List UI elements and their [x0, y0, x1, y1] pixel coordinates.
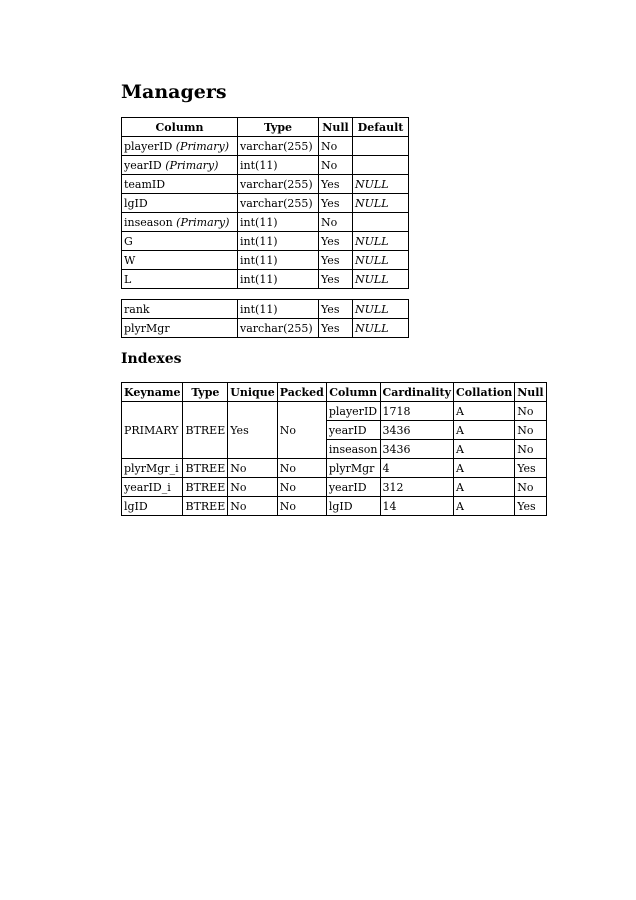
- column-name-cell: [122, 270, 238, 289]
- index-unique-cell: No: [228, 497, 277, 516]
- header-packed: Packed: [277, 383, 326, 402]
- column-name: inseason: [124, 215, 173, 229]
- column-null-cell: No: [319, 213, 353, 232]
- table-row: [122, 402, 547, 421]
- column-name: playerID: [124, 139, 173, 153]
- header-column: Column: [122, 118, 238, 137]
- column-default-cell: [353, 213, 409, 232]
- index-collation-cell: A: [454, 402, 515, 421]
- column-null-cell: Yes: [319, 319, 353, 338]
- index-null-cell: Yes: [515, 497, 546, 516]
- index-keyname-cell: yearID_i: [122, 478, 183, 497]
- table-row: [122, 175, 409, 194]
- column-name: W: [124, 253, 136, 267]
- column-null-cell: No: [319, 137, 353, 156]
- column-null-cell: Yes: [319, 251, 353, 270]
- column-name-cell: [122, 213, 238, 232]
- column-default-cell: NULL: [353, 251, 409, 270]
- index-collation-cell: A: [454, 421, 515, 440]
- column-default-cell: NULL: [353, 319, 409, 338]
- table-row: [122, 300, 409, 319]
- column-default-cell: NULL: [353, 270, 409, 289]
- index-unique-cell: No: [228, 459, 277, 478]
- column-null-cell: Yes: [319, 300, 353, 319]
- column-default-cell: [353, 156, 409, 175]
- column-name: lgID: [124, 196, 148, 210]
- column-name: rank: [124, 302, 150, 316]
- index-collation-cell: A: [454, 478, 515, 497]
- index-cardinality-cell: 3436: [380, 440, 454, 459]
- column-name: yearID: [124, 158, 162, 172]
- index-packed-cell: No: [277, 497, 326, 516]
- index-type-cell: BTREE: [183, 402, 228, 459]
- index-collation-cell: A: [454, 497, 515, 516]
- index-null-cell: No: [515, 478, 546, 497]
- column-default-cell: NULL: [353, 232, 409, 251]
- column-type-cell: int(11): [238, 156, 319, 175]
- column-type-cell: varchar(255): [238, 137, 319, 156]
- primary-key-tag: (Primary): [165, 158, 219, 172]
- table-row: [122, 213, 409, 232]
- index-type-cell: BTREE: [183, 478, 228, 497]
- column-name: plyrMgr: [124, 321, 170, 335]
- index-column-cell: yearID: [326, 421, 380, 440]
- column-null-cell: Yes: [319, 270, 353, 289]
- index-type-cell: BTREE: [183, 497, 228, 516]
- table-row: [122, 478, 547, 497]
- indexes-header-row: [122, 383, 547, 402]
- index-cardinality-cell: 3436: [380, 421, 454, 440]
- index-cardinality-cell: 14: [380, 497, 454, 516]
- header-keyname: Keyname: [122, 383, 183, 402]
- index-column-cell: plyrMgr: [326, 459, 380, 478]
- columns-table: [121, 117, 409, 289]
- index-column-cell: yearID: [326, 478, 380, 497]
- table-row: [122, 137, 409, 156]
- primary-key-tag: (Primary): [176, 215, 230, 229]
- index-unique-cell: No: [228, 478, 277, 497]
- index-keyname-cell: plyrMgr_i: [122, 459, 183, 478]
- column-default-cell: [353, 137, 409, 156]
- column-default-cell: NULL: [353, 175, 409, 194]
- index-null-cell: No: [515, 440, 546, 459]
- column-type-cell: int(11): [238, 270, 319, 289]
- table-row: [122, 459, 547, 478]
- column-default-cell: NULL: [353, 300, 409, 319]
- indexes-table: [121, 382, 547, 516]
- table-row: [122, 232, 409, 251]
- table-row: [122, 251, 409, 270]
- columns-table-continued: [121, 299, 409, 338]
- column-name-cell: [122, 251, 238, 270]
- index-column-cell: inseason: [326, 440, 380, 459]
- index-null-cell: No: [515, 421, 546, 440]
- header-index-null: Null: [515, 383, 546, 402]
- column-null-cell: Yes: [319, 175, 353, 194]
- column-null-cell: Yes: [319, 194, 353, 213]
- header-null: Null: [319, 118, 353, 137]
- index-unique-cell: Yes: [228, 402, 277, 459]
- column-name: teamID: [124, 177, 166, 191]
- index-cardinality-cell: 312: [380, 478, 454, 497]
- header-index-type: Type: [183, 383, 228, 402]
- column-name-cell: [122, 300, 238, 319]
- header-type: Type: [238, 118, 319, 137]
- column-name-cell: [122, 319, 238, 338]
- column-name-cell: [122, 137, 238, 156]
- index-keyname-cell: lgID: [122, 497, 183, 516]
- index-keyname-cell: PRIMARY: [122, 402, 183, 459]
- indexes-title: Indexes: [121, 351, 182, 367]
- column-name: L: [124, 272, 132, 286]
- index-packed-cell: No: [277, 478, 326, 497]
- header-cardinality: Cardinality: [380, 383, 454, 402]
- index-collation-cell: A: [454, 440, 515, 459]
- header-default: Default: [353, 118, 409, 137]
- header-collation: Collation: [454, 383, 515, 402]
- page-title: Managers: [121, 81, 227, 103]
- primary-key-tag: (Primary): [175, 139, 229, 153]
- index-packed-cell: No: [277, 402, 326, 459]
- column-name-cell: [122, 156, 238, 175]
- index-collation-cell: A: [454, 459, 515, 478]
- table-row: [122, 194, 409, 213]
- column-type-cell: varchar(255): [238, 319, 319, 338]
- index-column-cell: lgID: [326, 497, 380, 516]
- column-type-cell: int(11): [238, 300, 319, 319]
- index-column-cell: playerID: [326, 402, 380, 421]
- column-name: G: [124, 234, 133, 248]
- column-type-cell: int(11): [238, 213, 319, 232]
- column-default-cell: NULL: [353, 194, 409, 213]
- table-row: [122, 497, 547, 516]
- index-cardinality-cell: 1718: [380, 402, 454, 421]
- column-name-cell: [122, 194, 238, 213]
- column-type-cell: int(11): [238, 232, 319, 251]
- column-name-cell: [122, 232, 238, 251]
- column-name-cell: [122, 175, 238, 194]
- column-null-cell: Yes: [319, 232, 353, 251]
- table-row: [122, 319, 409, 338]
- index-packed-cell: No: [277, 459, 326, 478]
- columns-header-row: [122, 118, 409, 137]
- header-unique: Unique: [228, 383, 277, 402]
- column-null-cell: No: [319, 156, 353, 175]
- index-cardinality-cell: 4: [380, 459, 454, 478]
- index-null-cell: Yes: [515, 459, 546, 478]
- header-index-column: Column: [326, 383, 380, 402]
- index-null-cell: No: [515, 402, 546, 421]
- table-row: [122, 156, 409, 175]
- table-row: [122, 270, 409, 289]
- index-type-cell: BTREE: [183, 459, 228, 478]
- column-type-cell: int(11): [238, 251, 319, 270]
- column-type-cell: varchar(255): [238, 175, 319, 194]
- column-type-cell: varchar(255): [238, 194, 319, 213]
